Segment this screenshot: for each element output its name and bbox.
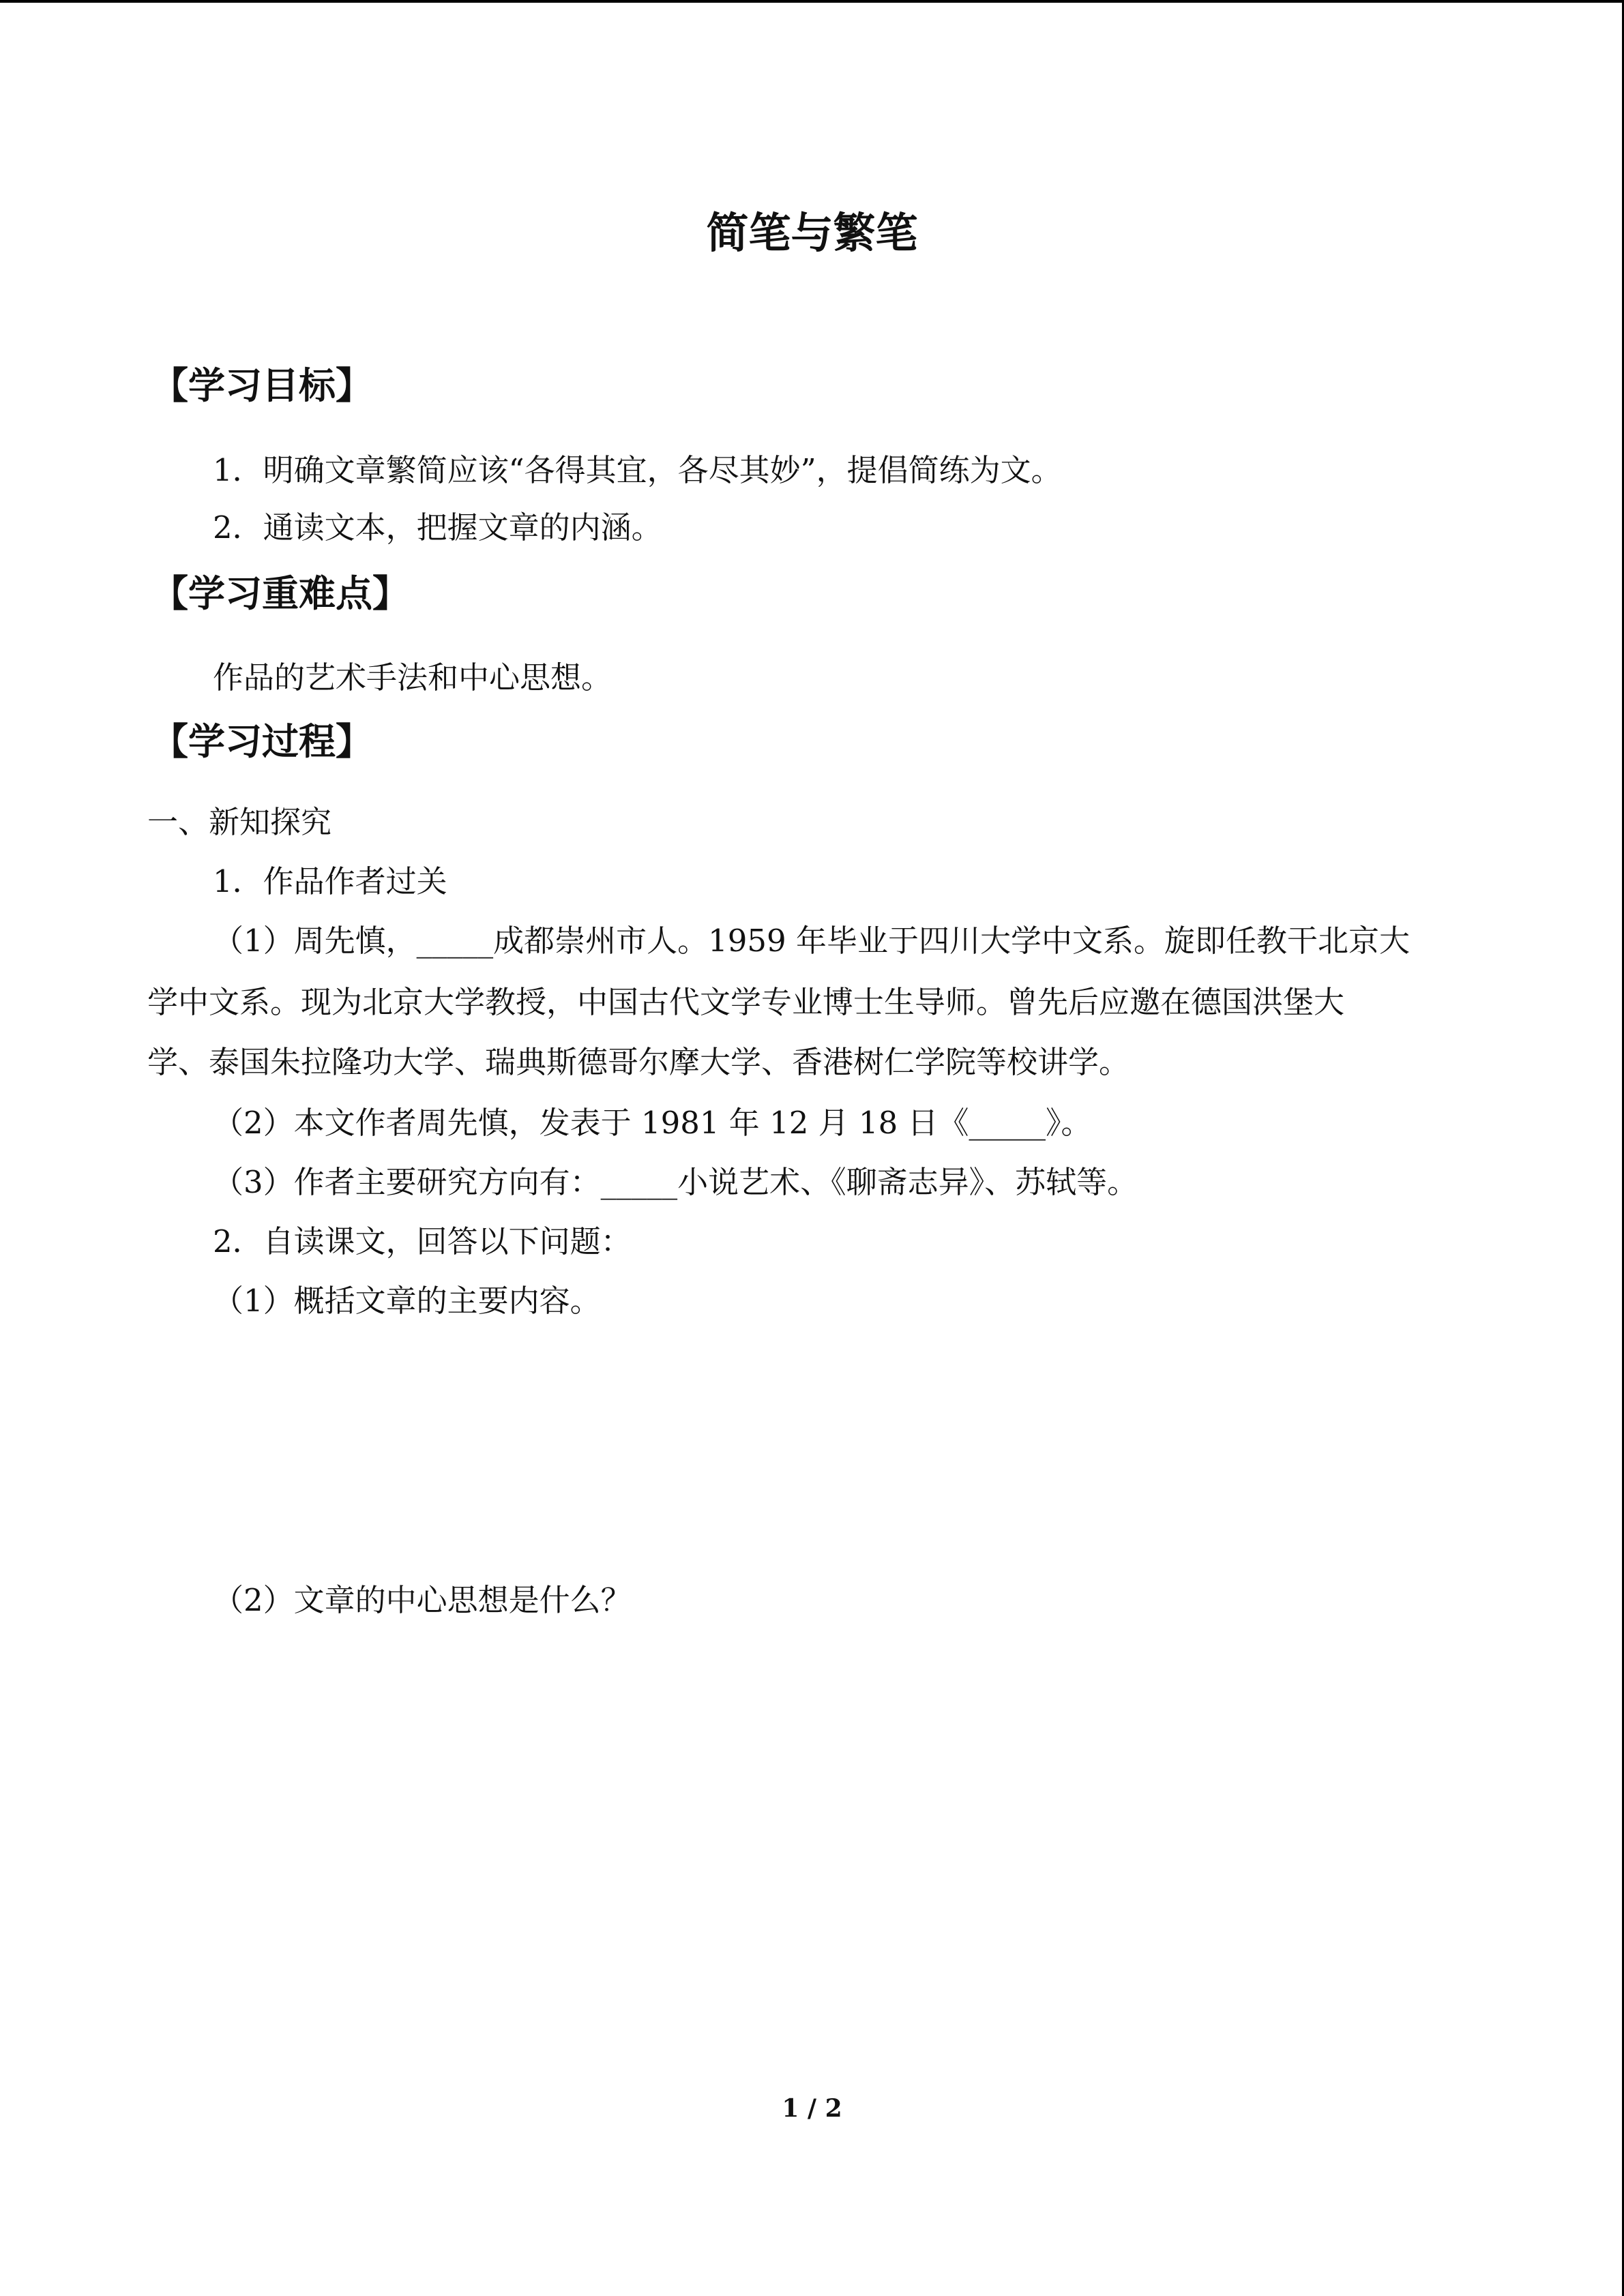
- process-heading: 【学习过程】: [151, 719, 372, 763]
- q1-3-prefix: （3）作者主要研究方向有：: [213, 1164, 601, 1200]
- document-title: 简笔与繁笔: [706, 208, 918, 258]
- q1-2-suffix: 》。: [1046, 1105, 1092, 1141]
- q1-1-blank: _____: [416, 923, 494, 959]
- objective-item-1: 1．明确文章繁简应该“各得其宜，各尽其妙”，提倡简练为文。: [213, 452, 1062, 488]
- q1-1-line1-rest: 成都崇州市人。1959 年毕业于四川大学中文系。旋即任教干北京大: [493, 923, 1410, 959]
- q1-1-line1: [213, 921, 1410, 961]
- q1-2-blank: _____: [969, 1105, 1046, 1141]
- page-top-border: [0, 0, 1624, 3]
- key-points-heading: 【学习重难点】: [151, 571, 409, 615]
- q1-2-prefix: （2）本文作者周先慎，发表于 1981 年 12 月 18 日《: [213, 1105, 969, 1141]
- q2-1: （1）概括文章的主要内容。: [213, 1283, 601, 1319]
- objectives-heading: 【学习目标】: [151, 363, 372, 407]
- q1-2-line: [213, 1103, 1092, 1144]
- q1-1-prefix: （1）周先慎，: [213, 923, 417, 959]
- q1-3-line: [213, 1162, 1138, 1203]
- objective-item-2: 2．通读文本，把握文章的内涵。: [213, 509, 662, 546]
- q1-1-line3: 学、泰国朱拉隆功大学、瑞典斯德哥尔摩大学、香港树仁学院等校讲学。: [147, 1044, 1130, 1080]
- q1-title: 1．作品作者过关: [213, 863, 447, 899]
- q2-2: （2）文章的中心思想是什么？: [213, 1582, 632, 1618]
- page-number: 1 / 2: [782, 2094, 842, 2123]
- part1-title: 一、新知探究: [147, 804, 332, 840]
- key-points-text: 作品的艺术手法和中心思想。: [213, 659, 612, 696]
- q2-title: 2．自读课文，回答以下问题：: [213, 1223, 632, 1259]
- q1-3-blank: _____: [600, 1164, 678, 1200]
- q1-1-line2: 学中文系。现为北京大学教授，中国古代文学专业博士生导师。曾先后应邀在德国洪堡大: [147, 984, 1345, 1020]
- q1-3-suffix: 小说艺术、《聊斋志异》、苏轼等。: [677, 1164, 1138, 1200]
